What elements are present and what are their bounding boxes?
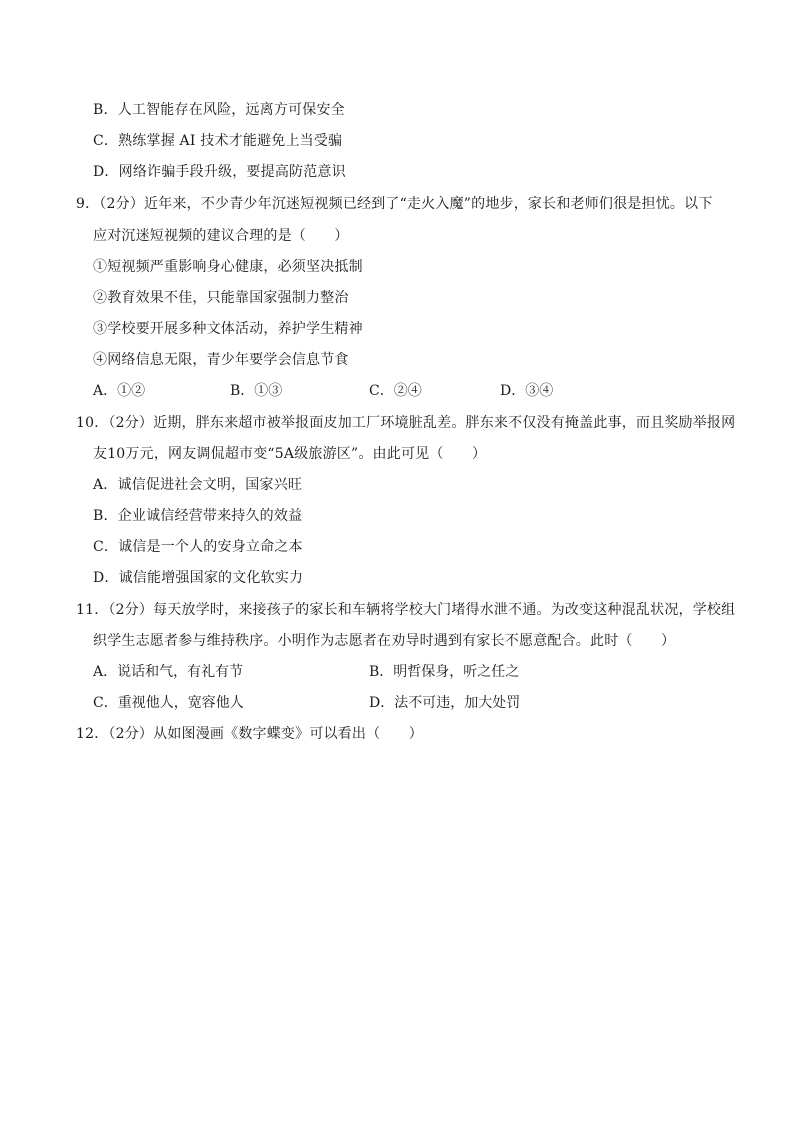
- q10-option-b: B．企业诚信经营带来持久的效益: [93, 508, 303, 524]
- q9-statement-3: ③学校要开展多种文体活动，养护学生精神: [93, 321, 363, 337]
- q9-stem-line2: 应对沉迷短视频的建议合理的是（ ）: [93, 228, 349, 244]
- q11-option-c: C．重视他人，宽容他人: [93, 695, 244, 711]
- q11-option-d: D．法不可违，加大处罚: [369, 695, 521, 711]
- q9-statement-1: ①短视频严重影响身心健康，必须坚决抵制: [93, 259, 363, 275]
- q11-stem-line2: 织学生志愿者参与维持秩序。小明作为志愿者在劝导时遇到有家长不愿意配合。此时（ ）: [93, 633, 676, 649]
- q9-option-c: C．②④: [369, 383, 422, 399]
- q11-option-a: A．说话和气，有礼有节: [93, 664, 244, 680]
- q12-stem-line1: 12．（2分）从如图漫画《数字蝶变》可以看出（ ）: [76, 726, 423, 742]
- q10-option-a: A．诚信促进社会文明，国家兴旺: [93, 477, 303, 493]
- q8-option-d: D．网络诈骗手段升级，要提高防范意识: [93, 164, 346, 180]
- q8-option-b: B．人工智能存在风险，远离方可保安全: [93, 102, 345, 118]
- q9-stem-line1: 9．（2分）近年来，不少青少年沉迷短视频已经到了“走火入魔”的地步，家长和老师们很是担忧。以下: [76, 196, 713, 212]
- q10-option-d: D．诚信能增强国家的文化软实力: [93, 570, 304, 586]
- q9-option-a: A．①②: [93, 383, 146, 399]
- q10-option-c: C．诚信是一个人的安身立命之本: [93, 539, 303, 555]
- q11-option-b: B．明哲保身，听之任之: [369, 664, 520, 680]
- q9-statement-2: ②教育效果不佳，只能靠国家强制力整治: [93, 290, 349, 306]
- q9-option-b: B．①③: [230, 383, 283, 399]
- q9-statement-4: ④网络信息无限，青少年要学会信息节食: [93, 352, 349, 368]
- q11-stem-line1: 11．（2分）每天放学时，来接孩子的家长和车辆将学校大门堵得水泄不通。为改变这种混乱状况，学校组: [76, 602, 736, 618]
- q8-option-c: C．熟练掌握 AI 技术才能避免上当受骗: [93, 133, 343, 149]
- q9-option-d: D．③④: [500, 383, 554, 399]
- q10-stem-line2: 友10万元，网友调侃超市变“5A级旅游区”。由此可见（ ）: [93, 446, 487, 462]
- q10-stem-line1: 10．（2分）近期，胖东来超市被举报面皮加工厂环境脏乱差。胖东来不仅没有掩盖此事，而且奖励举报网: [76, 415, 736, 431]
